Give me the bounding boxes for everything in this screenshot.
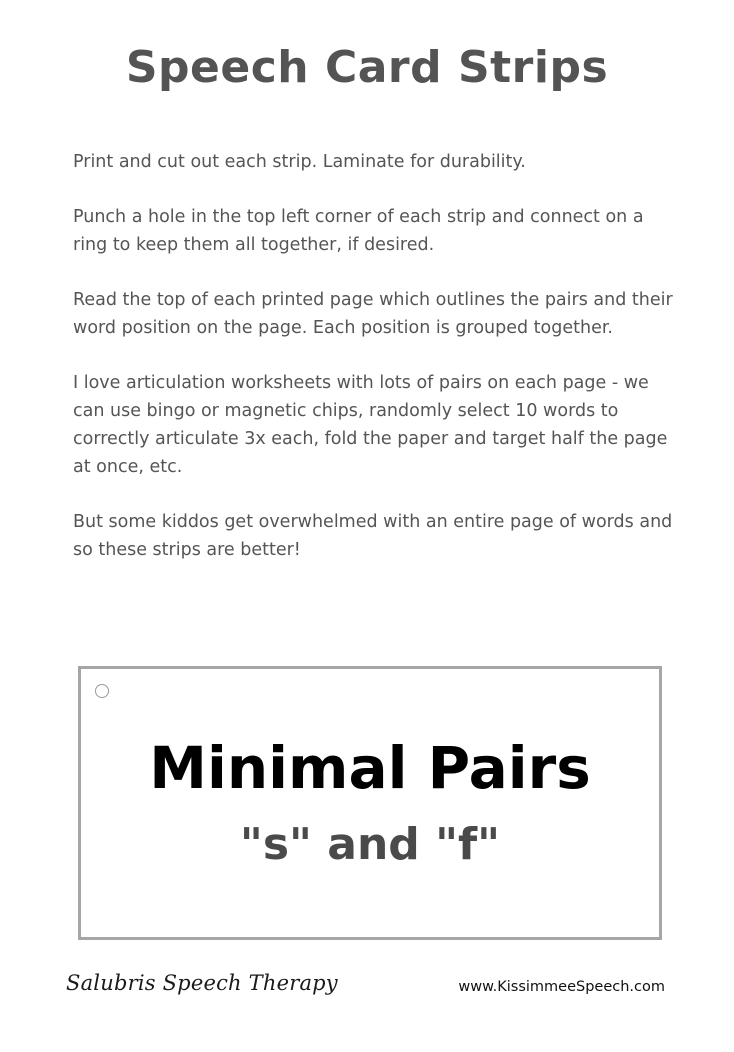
instructions-section [73, 148, 673, 591]
instruction-paragraph-print: Print and cut out each strip. Laminate for durability. [73, 152, 526, 172]
website-link[interactable]: www.KissimmeeSpeech.com [458, 979, 665, 995]
instruction-paragraph-strips: But some kiddos get overwhelmed with an entire page of words and so these strips are better! [73, 512, 673, 560]
punch-hole-icon [95, 684, 109, 698]
page-title: Speech Card Strips [125, 42, 609, 93]
instruction-paragraph-punch: Punch a hole in the top left corner of each strip and connect on a ring to keep them all together, if desired. [73, 207, 644, 255]
card-heading: Minimal Pairs [149, 734, 591, 802]
card-subheading: "s" and "f" [239, 819, 501, 870]
brand-signature: Salubris Speech Therapy [66, 971, 338, 995]
card-strip [78, 666, 662, 940]
instruction-paragraph-worksheets: I love articulation worksheets with lots of pairs on each page - we can use bingo or magnetic chips, randomly select 10 words to correctly articulate 3x each, fold the paper and target half the page at once, etc. [73, 373, 668, 477]
instruction-paragraph-read: Read the top of each printed page which outlines the pairs and their word position on the page. Each position is grouped together. [73, 290, 673, 338]
